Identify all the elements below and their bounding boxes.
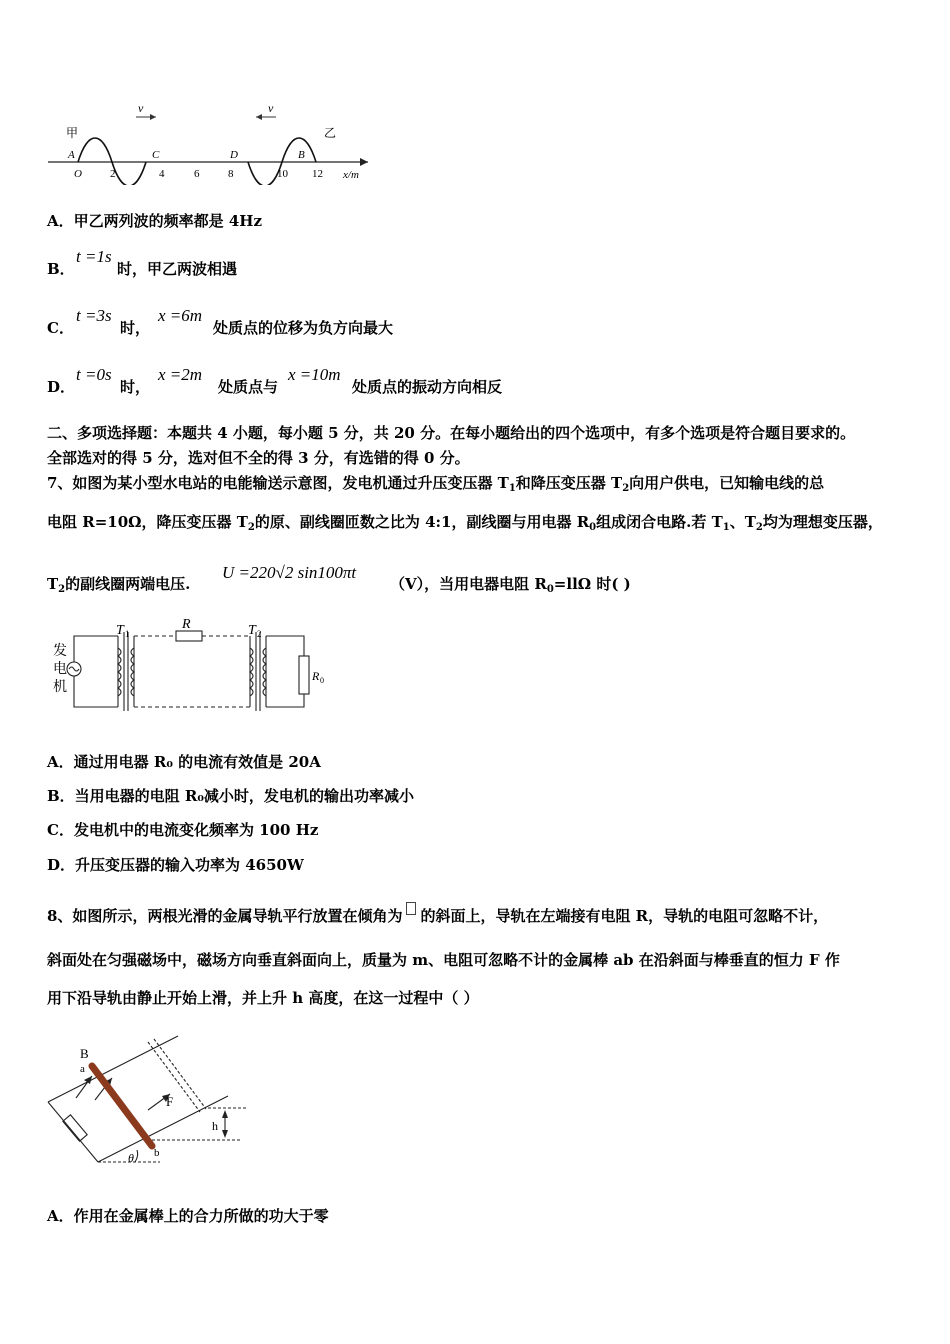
circuit-gen-1: 发 (53, 644, 67, 659)
q8-option-a: A．作用在金属棒上的合力所做的功大于零 (47, 1207, 329, 1225)
q7-formula: U =220√2 sin100πt (222, 563, 357, 582)
wave-label-yi: 乙 (324, 126, 337, 140)
wave-tick: 12 (312, 168, 323, 180)
wave-point-d: D (230, 149, 238, 161)
wave-tick: 8 (228, 168, 234, 180)
q6-option-c: C． (47, 319, 74, 337)
incline-figure (40, 1030, 260, 1170)
q7-line3a: $T_2$的副线圈两端电压. (47, 575, 191, 595)
q6-b-math: t =1s (76, 247, 112, 266)
q7-option-d: D．升压变压器的输入功率为 4650W (47, 856, 304, 874)
wave-tick: 6 (194, 168, 200, 180)
wave-point-b: B (298, 149, 305, 161)
q7-option-c: C．发电机中的电流变化频率为 100 Hz (47, 821, 319, 839)
q7-line1: 7、如图为某小型水电站的电能输送示意图，发电机通过升压变压器 $T_1$和降压变压器 $T_2$向用户供电，已知输电线的总 (47, 474, 825, 494)
q6-d-math1: t =0s (76, 365, 112, 384)
circuit-t2-label: T (248, 623, 256, 638)
section2-line2: 全部选对的得 5 分，选对但不全的得 3 分，有选错的得 0 分。 (47, 449, 470, 467)
wave-point-a: A (68, 149, 75, 161)
circuit-r-label: R (182, 618, 191, 632)
q6-d-text: 处质点的振动方向相反 (352, 378, 503, 396)
circuit-gen-3: 机 (53, 680, 67, 695)
incline-theta-label: θ (128, 1151, 134, 1165)
q8-line1: 8、如图所示，两根光滑的金属导轨平行放置在倾角为 的斜面上，导轨在左端接有电阻 R，导轨的电阻可忽略不计， (47, 902, 828, 926)
q7-option-b: B．当用电器的电阻 R₀减小时，发电机的输出功率减小 (47, 787, 414, 805)
wave-label-jia: 甲 (66, 126, 79, 140)
wave-tick: 2 (110, 168, 116, 180)
q6-c-mid: 时， (120, 319, 151, 337)
wave-tick: 4 (159, 168, 165, 180)
section2-line1: 二、多项选择题：本题共 4 小题，每小题 5 分，共 20 分。在每小题给出的四个选项中，有多个选项是符合题目要求的。 (47, 424, 856, 442)
wave-axis-label: x/m (343, 169, 359, 181)
circuit-t1-sub: 1 (125, 629, 130, 639)
q6-option-a: A．甲乙两列波的频率都是 4Hz (47, 212, 262, 230)
incline-f-label: F (166, 1094, 174, 1109)
circuit-gen-2: 电 (53, 662, 67, 677)
incline-a-label: a (80, 1063, 85, 1075)
q8-line3: 用下沿导轨由静止开始上滑，并上升 h 高度，在这一过程中（ ） (47, 989, 479, 1007)
circuit-r0-sub: 0 (320, 676, 324, 685)
wave-v-left: v (138, 101, 144, 115)
circuit-t2-sub: 2 (257, 629, 262, 639)
q6-c-math2: x =6m (158, 306, 203, 325)
circuit-figure (40, 618, 340, 718)
circuit-r0-label: R (312, 669, 320, 683)
q6-d-math2: x =2m (158, 365, 203, 384)
incline-h-label: h (212, 1119, 218, 1133)
incline-b-label: B (80, 1046, 89, 1061)
q6-d-mid: 时， (120, 378, 151, 396)
wave-point-c: C (152, 149, 160, 161)
q7-line3b: （V），当用电器电阻 $R_0=ll\Omega$ 时( ) (390, 575, 631, 595)
q6-c-math1: t =3s (76, 306, 112, 325)
q6-b-text: 时，甲乙两波相遇 (117, 260, 238, 278)
circuit-t1-label: T (116, 623, 124, 638)
wave-figure (40, 95, 380, 185)
incline-b-end-label: b (154, 1147, 160, 1159)
q7-option-a: A．通过用电器 R₀ 的电流有效值是 20A (47, 753, 321, 771)
theta-missing-glyph (406, 902, 416, 915)
q7-line2: 电阻 R=10Ω，降压变压器 $T_2$的原、副线圈匝数之比为 4:1，副线圈与用电器 $R_0$组成闭合电路.若 $T_1$、$T_2$均为理想变压器， (47, 513, 883, 533)
q6-option-d: D． (47, 378, 76, 396)
q6-c-text: 处质点的位移为负方向最大 (213, 319, 394, 337)
wave-v-right: v (268, 101, 274, 115)
wave-tick: 10 (277, 168, 288, 180)
q6-option-b: B． (47, 260, 75, 278)
q8-line2: 斜面处在匀强磁场中，磁场方向垂直斜面向上，质量为 m、电阻可忽略不计的金属棒 ab 在沿斜面与棒垂直的恒力 F 作 (47, 951, 840, 969)
q6-d-math3: x =10m (288, 365, 341, 384)
wave-tick: O (74, 168, 82, 180)
q6-d-mid2: 处质点与 (218, 378, 279, 396)
